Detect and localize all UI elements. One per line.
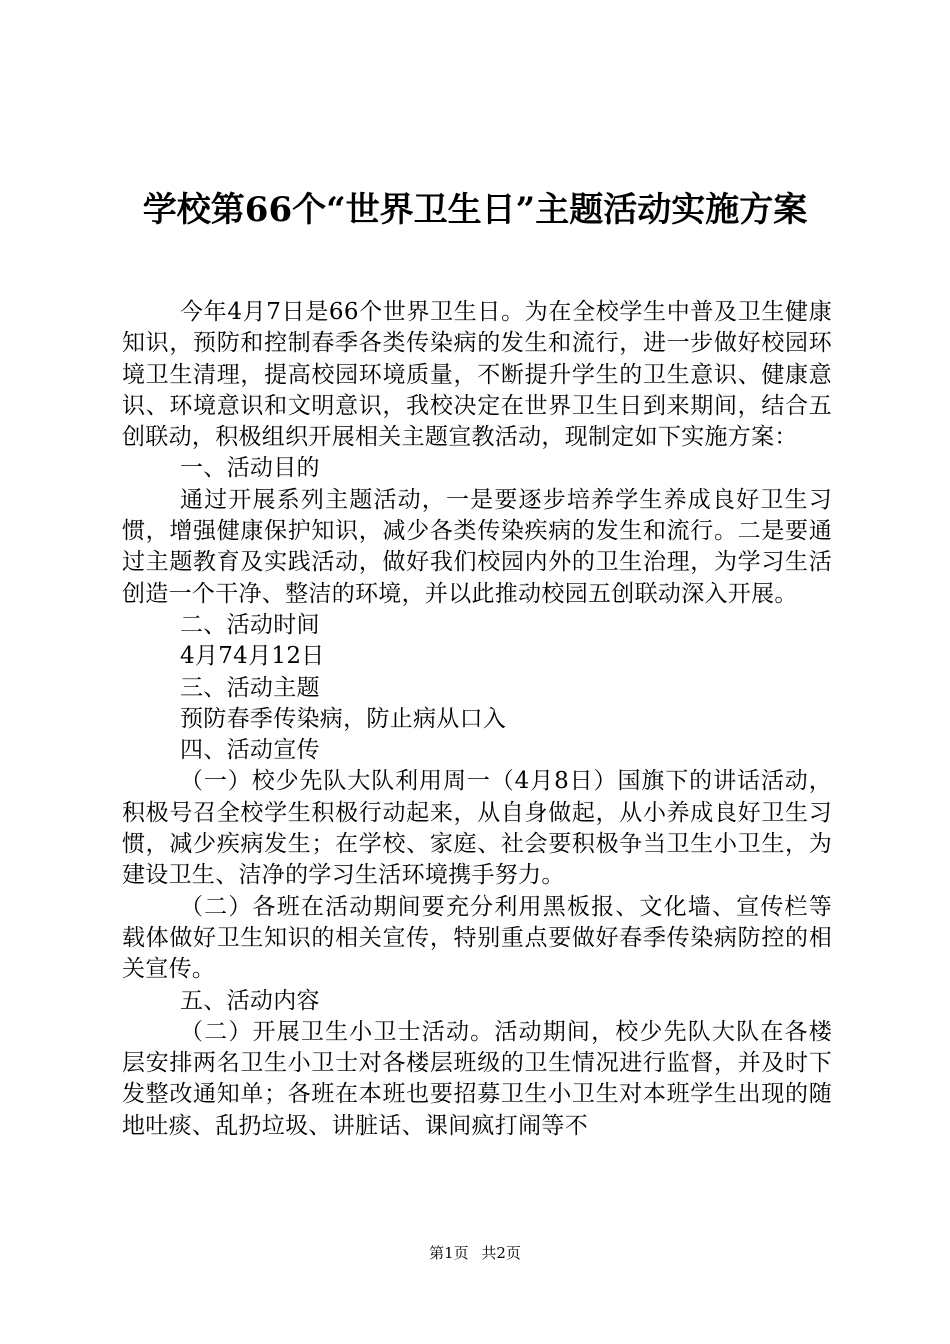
time-paragraph: 4月74月12日 bbox=[180, 643, 325, 670]
page-footer bbox=[0, 1243, 950, 1263]
publicity-paragraph-1: （一）校少先队大队利用周一（4月8日）国旗下的讲话活动，积极号召全校学生积极行动起来，从自身做起，从小养成良好卫生习惯，减少疾病发生；在学校、家庭、社会要积极争当卫生小卫生，为建设卫生、洁净的学习生活环境携手努力。 bbox=[122, 768, 832, 889]
document-title: 学校第66个“世界卫生日”主题活动实施方案 bbox=[142, 190, 808, 230]
section-heading-time: 二、活动时间 bbox=[180, 611, 320, 638]
section-heading-publicity: 四、活动宣传 bbox=[180, 737, 320, 764]
section-heading-content: 五、活动内容 bbox=[180, 987, 320, 1014]
page-number-current: 第1页 bbox=[429, 1244, 469, 1262]
intro-paragraph: 今年4月7日是66个世界卫生日。为在全校学生中普及卫生健康知识，预防和控制春季各类传染病的发生和流行，进一步做好校园环境卫生清理，提高校园环境质量，不断提升学生的卫生意识、健康意识、环境意识和文明意识，我校决定在世界卫生日到来期间，结合五创联动，积极组织开展相关主题宣教活动，现制定如下实施方案： bbox=[122, 299, 832, 451]
section-heading-purpose: 一、活动目的 bbox=[180, 455, 320, 482]
document-body bbox=[122, 297, 832, 1142]
publicity-paragraph-2: （二）各班在活动期间要充分利用黑板报、文化墙、宣传栏等载体做好卫生知识的相关宣传，特别重点要做好春季传染病防控的相关宣传。 bbox=[122, 893, 832, 983]
section-heading-theme: 三、活动主题 bbox=[180, 674, 320, 701]
content-paragraph: （二）开展卫生小卫士活动。活动期间，校少先队大队在各楼层安排两名卫生小卫士对各楼层班级的卫生情况进行监督，并及时下发整改通知单；各班在本班也要招募卫生小卫生对本班学生出现的随地吐痰、乱扔垃圾、讲脏话、课间疯打闹等不 bbox=[122, 1018, 832, 1139]
purpose-paragraph: 通过开展系列主题活动，一是要逐步培养学生养成良好卫生习惯，增强健康保护知识，减少各类传染疾病的发生和流行。二是要通过主题教育及实践活动，做好我们校园内外的卫生治理，为学习生活创造一个干净、整洁的环境，并以此推动校园五创联动深入开展。 bbox=[122, 486, 832, 607]
theme-paragraph: 预防春季传染病，防止病从口入 bbox=[180, 705, 507, 732]
page-number-total: 共2页 bbox=[481, 1244, 521, 1262]
